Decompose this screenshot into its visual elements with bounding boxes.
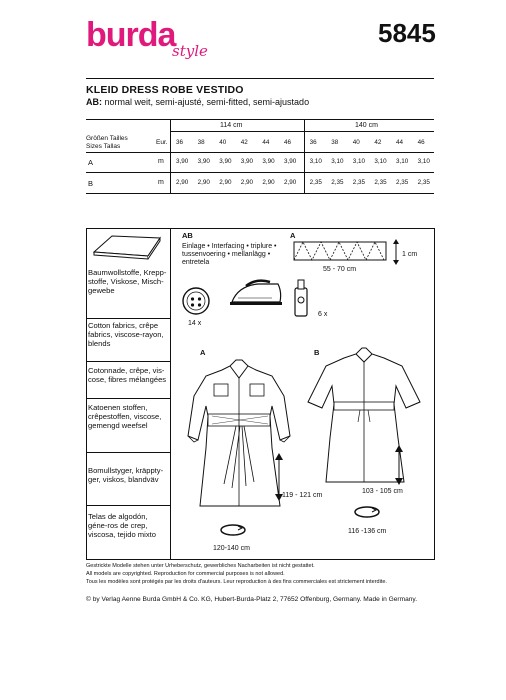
size-header-cell: 40 <box>352 139 360 146</box>
button-icon <box>181 286 211 316</box>
notice-de: Gestrickte Modelle stehen unter Urheberschutz, gewerbliches Nacharbeiten ist nicht gestattet. <box>86 563 315 569</box>
view-a-label: A <box>200 348 206 357</box>
fabric-en: Cotton fabrics, crêpe fabrics, viscose-rayon, blends <box>88 321 164 348</box>
table-row-rule-1 <box>86 152 434 153</box>
copyright: © by Verlag Aenne Burda GmbH & Co. KG, Hubert-Burda-Platz 2, 77652 Offenburg, Germany. Made in Germany. <box>86 596 418 603</box>
fabric-sep-1 <box>86 318 170 319</box>
size-header-cell: 36 <box>309 139 317 146</box>
length-arrow-b-icon <box>394 444 404 486</box>
size-header-cell: 44 <box>396 139 404 146</box>
table-vline-2 <box>304 119 305 194</box>
size-header-cell: 46 <box>284 139 292 146</box>
iron-icon <box>228 278 286 308</box>
width-loop-a-icon <box>218 522 248 538</box>
page-title: KLEID DRESS ROBE VESTIDO <box>86 84 244 96</box>
dress-b-illustration <box>300 346 428 486</box>
stoppers-quantity: 6 x <box>318 311 328 318</box>
view-b-label: B <box>314 348 320 357</box>
yardage-cell: 3,10 <box>352 158 366 165</box>
length-b: 103 - 105 cm <box>362 488 403 495</box>
size-header-cell: 46 <box>417 139 425 146</box>
buttons-quantity: 14 x <box>188 320 202 327</box>
table-row-rule-2 <box>86 172 434 173</box>
notice-fr: Tous les modèles sont protégés par les droits d'auteurs. Leur reproduction à des fins commerciales est strictement interdite. <box>86 579 387 585</box>
size-header-cell: 38 <box>197 139 205 146</box>
size-header-cell: 40 <box>219 139 227 146</box>
size-header-cell: 44 <box>262 139 270 146</box>
yardage-cell: 3,90 <box>219 158 232 165</box>
width-loop-b-icon <box>352 504 382 520</box>
yardage-cell: 3,90 <box>197 158 210 165</box>
yardage-cell: 2,90 <box>197 179 210 186</box>
eur-label: Eur. <box>156 139 168 146</box>
yardage-cell: 2,35 <box>309 179 322 186</box>
yardage-cell: 2,35 <box>352 179 366 186</box>
fabric-sep-2 <box>86 361 170 362</box>
size-header-cell: 42 <box>374 139 382 146</box>
tape-length: 55 - 70 cm <box>323 266 357 273</box>
notions-ab-label: AB <box>182 231 193 240</box>
yardage-cell: 3,10 <box>417 158 430 165</box>
notions-a-label: A <box>290 231 296 240</box>
fabric-sep-5 <box>86 505 170 506</box>
yardage-cell: 2,35 <box>417 179 430 186</box>
yardage-cell: 3,90 <box>284 158 297 165</box>
row-a-unit: m <box>158 158 164 165</box>
fabric-nl: Katoenen stoffen, crêpestoffen, viscose, gemengd weefsel <box>88 403 162 430</box>
pattern-number: 5845 <box>378 18 436 48</box>
tape-icon <box>290 238 402 268</box>
yardage-cell: 2,90 <box>284 179 297 186</box>
notice-en: All models are copyrighted. Reproduction for commercial purposes is not allowed. <box>86 571 285 577</box>
table-sub-rule <box>170 131 434 132</box>
materials-divider <box>170 228 171 559</box>
header-rule <box>86 78 434 79</box>
fabric-es: Telas de algodón, géne-ros de crep, viscosa, tejido mixto <box>88 512 156 539</box>
size-header-cell: 38 <box>331 139 339 146</box>
fabric-de: Baumwollstoffe, Krepp-stoffe, Viskose, Misch-gewebe <box>88 268 167 295</box>
width-b: 116 -136 cm <box>348 528 387 535</box>
size-header-cell: 36 <box>176 139 184 146</box>
table-vline-1 <box>170 119 171 194</box>
size-header-cell: 42 <box>240 139 248 146</box>
yardage-cell: 3,10 <box>396 158 409 165</box>
length-a: 119 - 121 cm <box>282 492 323 499</box>
row-b-unit: m <box>158 179 164 186</box>
size-header-label: Größen Tailles Sizes Tallas <box>86 135 128 150</box>
yardage-cell: 2,90 <box>219 179 232 186</box>
burda-logo-style: style <box>172 42 208 60</box>
width-header-140: 140 cm <box>355 122 378 129</box>
width-a: 120-140 cm <box>213 545 250 552</box>
yardage-cell: 3,10 <box>331 158 344 165</box>
yardage-cell: 3,90 <box>262 158 275 165</box>
yardage-cell: 2,90 <box>176 179 189 186</box>
interfacing-text: Einlage • Interfacing • triplure • tussenvoering • mellanlägg • entretela <box>182 243 277 266</box>
row-b-label: B <box>88 179 94 188</box>
width-header-114: 114 cm <box>220 122 243 129</box>
yardage-cell: 3,90 <box>240 158 254 165</box>
yardage-cell: 2,35 <box>331 179 344 186</box>
yardage-cell: 3,90 <box>176 158 189 165</box>
fabric-sep-3 <box>86 398 170 399</box>
fabric-swatch-icon <box>90 232 166 262</box>
yardage-cell: 2,90 <box>262 179 275 186</box>
fit-description: AB: normal weit, semi-ajusté, semi-fitted, semi-ajustado <box>86 97 310 107</box>
fabric-sv: Bomullstyger, kräppty-ger, viskos, blandväv <box>88 466 164 484</box>
table-top-rule <box>86 119 434 120</box>
row-a-label: A <box>88 158 94 167</box>
cord-stopper-icon <box>292 278 310 320</box>
yardage-cell: 3,10 <box>374 158 387 165</box>
fabric-sep-4 <box>86 452 170 453</box>
yardage-cell: 2,90 <box>240 179 254 186</box>
burda-logo: burda <box>86 16 176 54</box>
yardage-cell: 3,10 <box>309 158 322 165</box>
fabric-fr: Cotonnade, crêpe, vis-cose, fibres mélangées <box>88 366 167 384</box>
tape-width: 1 cm <box>402 251 418 258</box>
yardage-cell: 2,35 <box>396 179 409 186</box>
yardage-cell: 2,35 <box>374 179 387 186</box>
table-bottom-rule <box>86 193 434 194</box>
